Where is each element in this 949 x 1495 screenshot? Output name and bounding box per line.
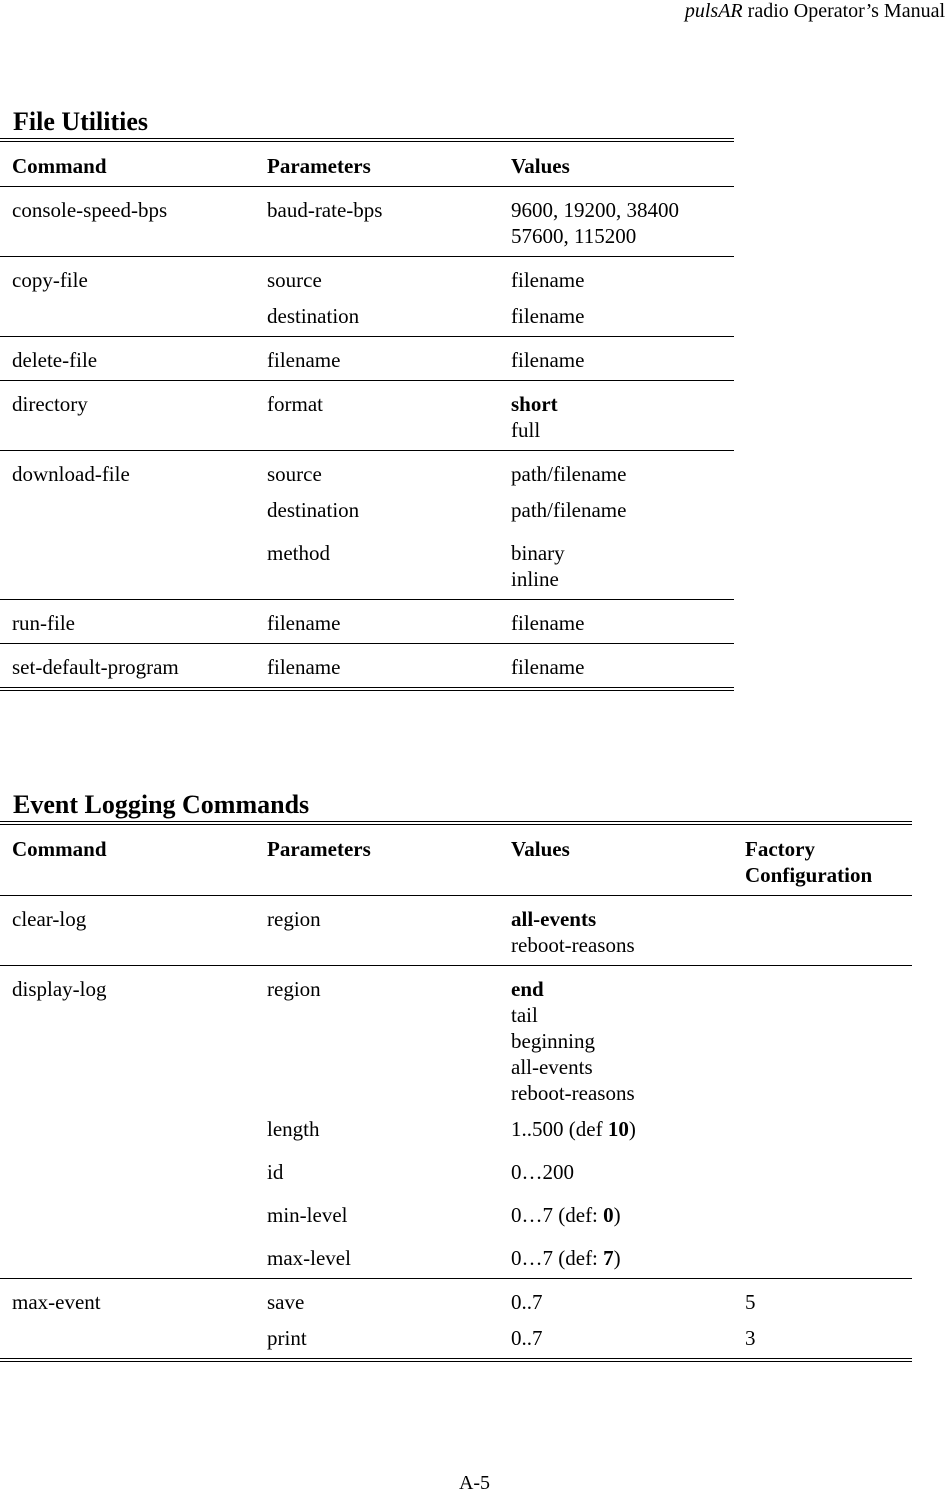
values-cell xyxy=(499,1235,733,1279)
command-cell xyxy=(0,1192,255,1235)
table-row xyxy=(0,1315,912,1360)
value-item: 1..500 (def 10) xyxy=(511,1117,636,1141)
command-group xyxy=(0,1279,912,1361)
command-cell xyxy=(0,1315,255,1360)
table-row xyxy=(0,487,734,530)
parameter-cell: save xyxy=(267,1290,305,1314)
value-item: beginning xyxy=(511,1029,595,1053)
parameter-cell: filename xyxy=(267,655,341,679)
value-item: all-events xyxy=(511,1055,593,1079)
values-cell xyxy=(499,1106,733,1149)
parameter-cell: format xyxy=(267,392,323,416)
parameter-cell: max-level xyxy=(267,1246,351,1270)
command-cell: max-event xyxy=(12,1290,101,1314)
command-group xyxy=(0,451,734,600)
value-item: 0..7 xyxy=(511,1326,543,1350)
file-utilities-title: File Utilities xyxy=(13,107,149,136)
values-cell xyxy=(499,293,734,337)
value-item: tail xyxy=(511,1003,538,1027)
table-row xyxy=(0,337,734,381)
table-row xyxy=(0,293,734,337)
table-row xyxy=(0,966,912,1107)
column-header-command: Command xyxy=(12,837,107,861)
parameter-cell: destination xyxy=(267,498,360,522)
page-number: A-5 xyxy=(458,1472,491,1494)
values-cell xyxy=(499,1149,733,1192)
table-row xyxy=(0,530,734,600)
values-cell xyxy=(499,487,734,530)
command-cell xyxy=(0,1106,255,1149)
command-group xyxy=(0,337,734,381)
values-cell xyxy=(499,530,734,600)
values-cell xyxy=(499,381,734,451)
parameter-cell: baud-rate-bps xyxy=(267,198,383,222)
values-cell xyxy=(499,451,734,488)
parameter-cell: region xyxy=(267,907,321,931)
default-value: 0 xyxy=(603,1203,614,1227)
value-item: short xyxy=(511,392,558,416)
column-header-values: Values xyxy=(511,154,570,178)
values-cell xyxy=(499,1192,733,1235)
parameter-cell: id xyxy=(267,1160,284,1184)
command-group xyxy=(0,257,734,337)
values-cell xyxy=(499,337,734,381)
event-logging-title: Event Logging Commands xyxy=(13,790,310,819)
command-cell: download-file xyxy=(12,462,130,486)
factory-configuration-cell: 5 xyxy=(745,1290,756,1314)
parameter-cell: filename xyxy=(267,611,341,635)
factory-configuration-cell xyxy=(733,1106,912,1149)
value-item: full xyxy=(511,418,541,442)
value-item: reboot-reasons xyxy=(511,933,635,957)
parameter-cell: min-level xyxy=(267,1203,348,1227)
parameter-cell: method xyxy=(267,541,330,565)
command-cell xyxy=(0,1235,255,1279)
value-item: filename xyxy=(511,655,585,679)
command-group xyxy=(0,381,734,451)
parameter-cell: destination xyxy=(267,304,360,328)
command-group xyxy=(0,896,912,966)
table-row xyxy=(0,896,912,966)
event-logging-table xyxy=(0,821,912,1362)
command-cell xyxy=(0,530,255,600)
column-header-parameters: Parameters xyxy=(267,837,371,861)
factory-configuration-cell: 3 xyxy=(745,1326,756,1350)
command-cell: copy-file xyxy=(12,268,88,292)
command-group xyxy=(0,644,734,690)
values-cell xyxy=(499,187,734,257)
value-item: filename xyxy=(511,304,585,328)
parameter-cell: length xyxy=(267,1117,320,1141)
command-group xyxy=(0,600,734,644)
table-row xyxy=(0,381,734,451)
table-header-row xyxy=(0,823,912,896)
default-value: 10 xyxy=(607,1117,629,1141)
running-header xyxy=(685,0,945,22)
command-cell: display-log xyxy=(12,977,107,1001)
command-cell: delete-file xyxy=(12,348,98,372)
value-item: 9600, 19200, 38400 xyxy=(511,198,679,222)
table-row xyxy=(0,1279,912,1316)
parameter-cell: source xyxy=(267,268,322,292)
command-cell xyxy=(0,293,255,337)
column-header-factory-configuration: Factory Configuration xyxy=(745,837,873,887)
table-row xyxy=(0,644,734,690)
value-item: all-events xyxy=(511,907,597,931)
table-row xyxy=(0,600,734,644)
values-cell xyxy=(499,257,734,294)
header-title: radio Operator’s Manual xyxy=(742,0,945,22)
table-row xyxy=(0,1106,912,1149)
table-row xyxy=(0,1192,912,1235)
command-group xyxy=(0,966,912,1279)
factory-configuration-cell xyxy=(733,1149,912,1192)
command-group xyxy=(0,187,734,257)
value-item: reboot-reasons xyxy=(511,1081,635,1105)
table-header-row xyxy=(0,140,734,187)
table-row xyxy=(0,1235,912,1279)
parameter-cell: source xyxy=(267,462,322,486)
value-item: path/filename xyxy=(511,462,627,486)
values-cell xyxy=(499,600,734,644)
table-row xyxy=(0,451,734,488)
factory-configuration-cell xyxy=(733,1235,912,1279)
parameter-cell: region xyxy=(267,977,321,1001)
command-cell xyxy=(0,487,255,530)
header-product: pulsAR xyxy=(684,0,743,22)
factory-configuration-cell xyxy=(733,1192,912,1235)
value-item: 57600, 115200 xyxy=(511,224,637,248)
command-cell xyxy=(0,1149,255,1192)
column-header-parameters: Parameters xyxy=(267,154,371,178)
values-cell xyxy=(499,966,733,1107)
table-row xyxy=(0,1149,912,1192)
command-cell: directory xyxy=(12,392,88,416)
values-cell xyxy=(499,1315,733,1360)
value-item: end xyxy=(511,977,544,1001)
column-header-values: Values xyxy=(511,837,570,861)
value-item: filename xyxy=(511,268,585,292)
value-item: filename xyxy=(511,348,585,372)
parameter-cell: filename xyxy=(267,348,341,372)
value-item: 0…200 xyxy=(511,1160,574,1184)
value-item: binary xyxy=(511,541,565,565)
command-cell: console-speed-bps xyxy=(12,198,168,222)
values-cell xyxy=(499,644,734,690)
column-header-command: Command xyxy=(12,154,107,178)
value-item: 0…7 (def: 0) xyxy=(511,1203,621,1227)
value-item: path/filename xyxy=(511,498,627,522)
value-item: 0..7 xyxy=(511,1290,543,1314)
parameter-cell: print xyxy=(267,1326,307,1350)
table-row xyxy=(0,187,734,257)
values-cell xyxy=(499,896,733,966)
default-value: 7 xyxy=(603,1246,614,1270)
factory-configuration-cell xyxy=(733,896,912,966)
command-cell: clear-log xyxy=(12,907,87,931)
value-item: inline xyxy=(511,567,559,591)
values-cell xyxy=(499,1279,733,1316)
command-cell: run-file xyxy=(12,611,75,635)
file-utilities-table xyxy=(0,138,734,691)
command-cell: set-default-program xyxy=(12,655,179,679)
value-item: filename xyxy=(511,611,585,635)
table-row xyxy=(0,257,734,294)
value-item: 0…7 (def: 7) xyxy=(511,1246,621,1270)
factory-configuration-cell xyxy=(733,966,912,1107)
